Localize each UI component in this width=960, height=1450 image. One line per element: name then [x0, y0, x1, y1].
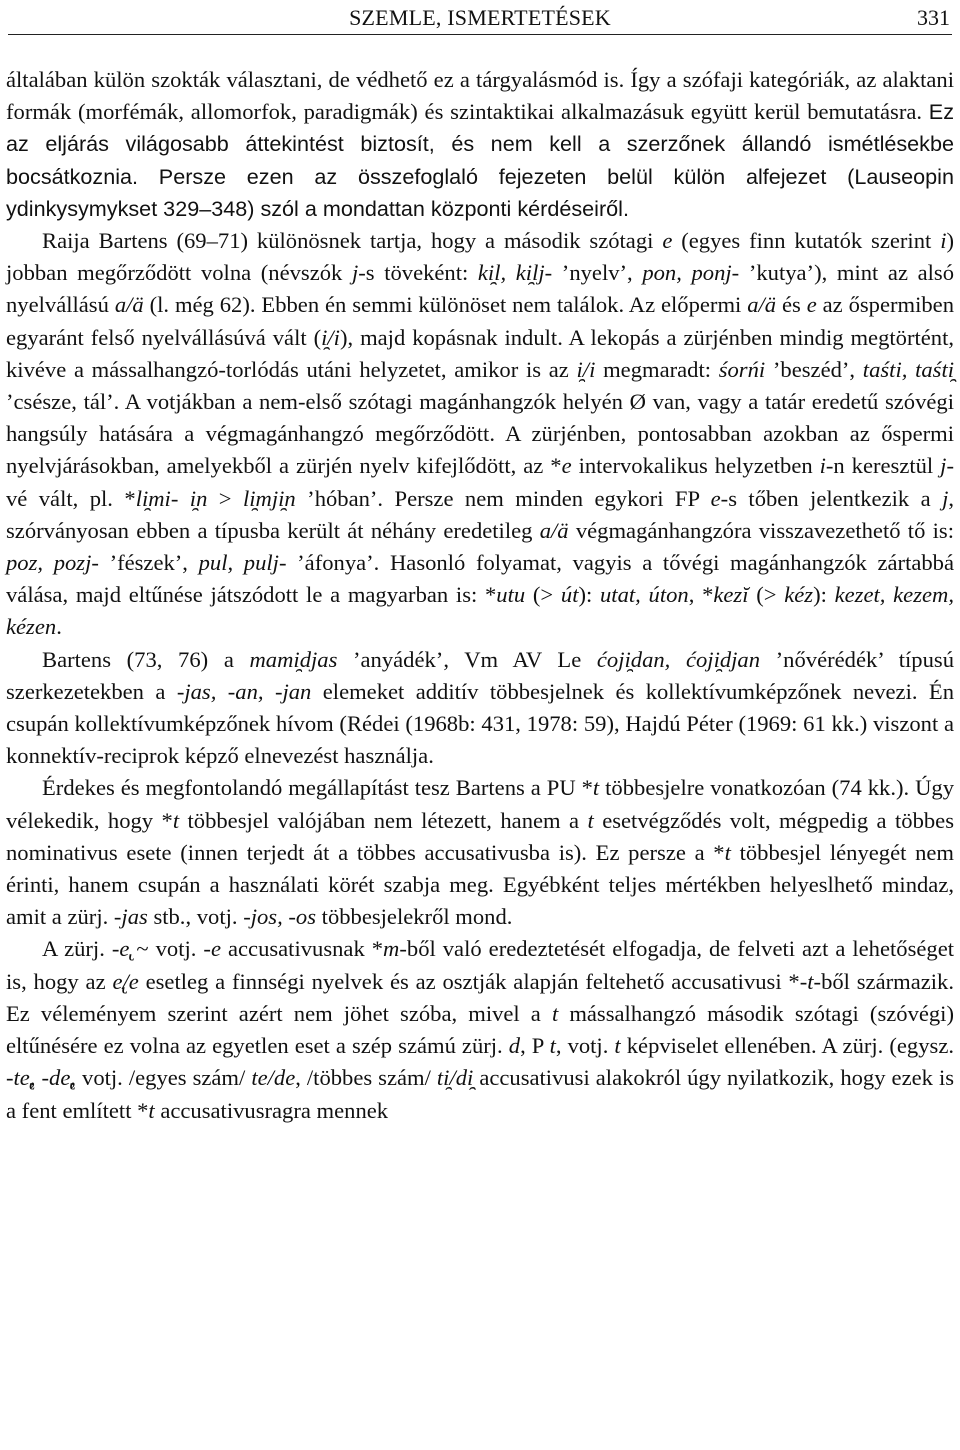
text-run: utat, úton: [600, 582, 689, 608]
text-run: végmagánhangzóra visszavezethető tő is:: [568, 517, 954, 543]
text-run: j: [351, 260, 359, 286]
text-run: j: [940, 453, 947, 479]
text-run: ti̯/di̯: [436, 1065, 474, 1091]
text-run: pul, pulj: [198, 550, 279, 576]
paragraph: [6, 772, 954, 933]
text-run: Bartens (73, 76) a: [42, 646, 250, 672]
text-run: Ez az eljárás világosabb áttekintést biztosít, és nem kell a szerzőnek állandó ismétlésekbe bocsátkoznia. Persze ezen az összefoglaló fejezeten belül külön alfejezet (Lauseopin ydinkysymykset 329–348) szól a mondattan központi kérdéseiről.: [6, 99, 954, 221]
text-run: többesjelre vonatkozóan (74 kk.). Úgy vélekedik, hogy *: [6, 775, 955, 833]
text-run: - ’áfonya’. Hasonló folyamat, vagyis a tővégi magánhangzók zártabbá válása, majd eltűnése játszódott le a magyarban is: *: [6, 550, 954, 608]
text-run: , szórványosan ebben a típusba került át néhány eredetileg: [6, 485, 954, 543]
text-run: többesjel lényegét nem érinti, hanem csupán a használati körét szabja meg. Egyébként teljes mértékben helyeslhető mindaz, amit a zürj.: [6, 839, 954, 930]
text-run: mássalhangzó második szótagi (szóvégi) eltűnésére ez volna az egyetlen eset a szép számú zürj.: [6, 1000, 954, 1059]
text-run: a/ä: [114, 292, 144, 318]
text-run: ’nővérédék’ típusú szerkezetekben a: [6, 646, 954, 704]
text-run: -jas, -an, -jan: [176, 678, 312, 704]
text-run: t: [614, 1033, 621, 1059]
text-run: - ’nyelv’,: [544, 260, 643, 286]
text-run: t: [807, 968, 814, 994]
text-run: , votj.: [555, 1033, 615, 1059]
text-run: ’anyádék’, Vm AV Le: [337, 646, 597, 672]
text-run: általában külön szokták választani, de védhető ez a tárgyalásmód is. Így a szófaji kategóriák, az alaktani formák (morfémák, allomorfok, paradigmák) és szintaktikai alkalmazásuk együtt kerül bemutatásra.: [6, 67, 954, 125]
text-run: accusativusi alakokról úgy nyilatkozik, hogy ezek is a fent említett *: [6, 1065, 955, 1123]
text-run: ćoji̯dan, ćoji̯djan: [596, 646, 761, 672]
text-run: -e: [203, 936, 221, 962]
text-run: - ’kutya’), mint az alsó nyelvállású: [6, 260, 955, 318]
text-run: megmaradt:: [595, 356, 719, 382]
paragraph: [6, 225, 954, 644]
page-number: 331: [917, 5, 950, 30]
text-run: kéz: [784, 582, 814, 608]
text-run: -e̢: [111, 936, 130, 962]
text-run: m: [383, 936, 400, 962]
text-run: A zürj.: [42, 936, 112, 962]
text-run: intervokalikus helyzetben: [571, 453, 820, 479]
text-run: e: [806, 292, 817, 318]
text-run: e: [561, 453, 572, 479]
text-run: t: [587, 807, 594, 833]
text-run: ):: [813, 582, 835, 608]
text-run: (l. még 62). Ebben én semmi különöset nem találok. Az előpermi: [143, 292, 748, 318]
text-run: , P: [520, 1033, 550, 1059]
text-run: e: [710, 485, 721, 511]
text-run: stb., votj.: [147, 904, 244, 930]
text-run: te̢, -de̢: [13, 1065, 71, 1091]
text-run: a/ä: [747, 292, 777, 318]
text-run: t: [551, 1000, 559, 1026]
text-run: (egyes finn kutatók szerint: [672, 228, 941, 254]
text-run: i̯/i: [576, 356, 596, 382]
text-run: esetleg a finnségi nyelvek és az osztják alapján feltehető accusativusi *-: [138, 968, 808, 994]
text-run: ):: [578, 582, 600, 608]
running-header: [8, 4, 952, 35]
text-run: többesjel valójában nem létezett, hanem a: [179, 807, 588, 833]
paragraph: [6, 644, 954, 773]
text-run: ), majd kopásnak indult. A lekopás a zürjénben mindig megtörtént, kivéve a mássalhangzó-torlódás utáni helyzetet, amikor is az: [6, 324, 954, 382]
text-run: accusativusnak *: [220, 936, 384, 962]
text-run: t: [724, 839, 731, 865]
text-run: -ből származik. Ez véleményem szerint azért nem jöhet szóba, mivel a: [6, 968, 954, 1026]
paragraph: [6, 933, 954, 1126]
text-run: , votj. /egyes szám/: [70, 1065, 252, 1091]
text-run: li̯mi- i̯n: [135, 485, 208, 511]
paragraph: [6, 64, 954, 225]
text-run: j: [942, 485, 949, 511]
text-run: t: [172, 807, 180, 833]
text-run: poz, pozj: [6, 550, 92, 576]
text-run: >: [207, 485, 243, 511]
text-run: -s töveként:: [358, 260, 478, 286]
text-run: śorńi: [718, 356, 766, 382]
text-run: ’csésze, tál’. A votjákban a nem-első szótagi magánhangzók helyén Ø van, vagy a tatár eredetű szóvégi hangsúly hatására a végmagánhangzó megőrződött. A zürjénben, pontosabban azokban az őspermi nyelvjárásokban, amelyekből a zürjén nyelv kifejlődött, az *: [6, 389, 954, 479]
text-run: t: [148, 1097, 155, 1123]
text-run: elemeket additív többesjelnek és kollektívumképzőnek nevezi. Én csupán kollektívumképzőnek hívom (Rédei (1968b: 431, 1978: 59), Hajdú Péter (1969: 61 kk.) viszont a konnektív-reciprok képző elnevezést használja.: [6, 678, 954, 769]
text-run: ’beszéd’,: [765, 356, 863, 382]
text-run: út: [560, 582, 579, 608]
text-run: többesjelekről mond.: [316, 904, 513, 930]
text-run: kezet, kezem, kézen: [6, 582, 954, 640]
text-run: kezĭ: [713, 582, 749, 608]
text-run: -n keresztül: [825, 453, 941, 479]
text-run: t: [549, 1033, 556, 1059]
text-run: e̢/e: [112, 968, 139, 994]
text-run: ~ votj.: [129, 936, 204, 962]
text-run: az őspermiben egyaránt felső nyelvállásúvá vált (: [6, 292, 955, 350]
text-run: a/ä: [539, 517, 569, 543]
text-run: - ’fészek’,: [91, 550, 199, 576]
text-run: e: [662, 228, 673, 254]
text-run: d: [508, 1033, 521, 1059]
text-run: esetvégződés volt, mégpedig a többes nominativus esete (innen terjedt át a többes accusativusba is). Ez persze a *: [6, 807, 954, 865]
text-run: accusativusragra mennek: [154, 1097, 389, 1123]
text-run: -s tőben jelentkezik a: [720, 485, 943, 511]
text-run: képviselet ellenében. A zürj. (egysz. -: [6, 1033, 954, 1091]
text-run: -vé vált, pl. *: [6, 453, 954, 511]
body-text: [6, 64, 954, 1127]
text-run: -jas: [113, 904, 148, 930]
text-run: li̯mji̯n: [243, 485, 296, 511]
text-run: .: [56, 614, 62, 640]
text-run: ’hóban’. Persze nem minden egykori FP: [295, 485, 711, 511]
text-run: ) jobban megőrződött volna (névszók: [6, 228, 954, 286]
text-run: Raija Bartens (69–71) különösnek tartja, hogy a második szótagi: [42, 228, 663, 254]
text-run: taśti, taśti̯: [862, 356, 955, 382]
header-title: SZEMLE, ISMERTETÉSEK: [349, 5, 611, 30]
text-run: -jos, -os: [243, 904, 317, 930]
text-run: mami̯djas: [249, 646, 338, 672]
text-run: , *: [688, 582, 714, 608]
text-run: (>: [748, 582, 785, 608]
text-run: (>: [525, 582, 561, 608]
text-run: Érdekes és megfontolandó megállapítást tesz Bartens a PU *: [42, 775, 593, 801]
text-run: utu: [496, 582, 526, 608]
text-run: ki̯l, ki̯lj: [477, 260, 545, 286]
text-run: i̯/i: [321, 324, 340, 350]
text-run: i: [940, 228, 947, 254]
text-run: pon, ponj: [642, 260, 732, 286]
text-run: , /többes szám/: [295, 1065, 437, 1091]
text-run: és: [776, 292, 807, 318]
text-run: -ből való eredeztetését elfogadja, de felveti azt a lehetőséget is, hogy az: [6, 936, 954, 994]
text-run: t: [592, 775, 600, 801]
text-run: i: [819, 453, 826, 479]
text-run: te/de: [251, 1065, 296, 1091]
